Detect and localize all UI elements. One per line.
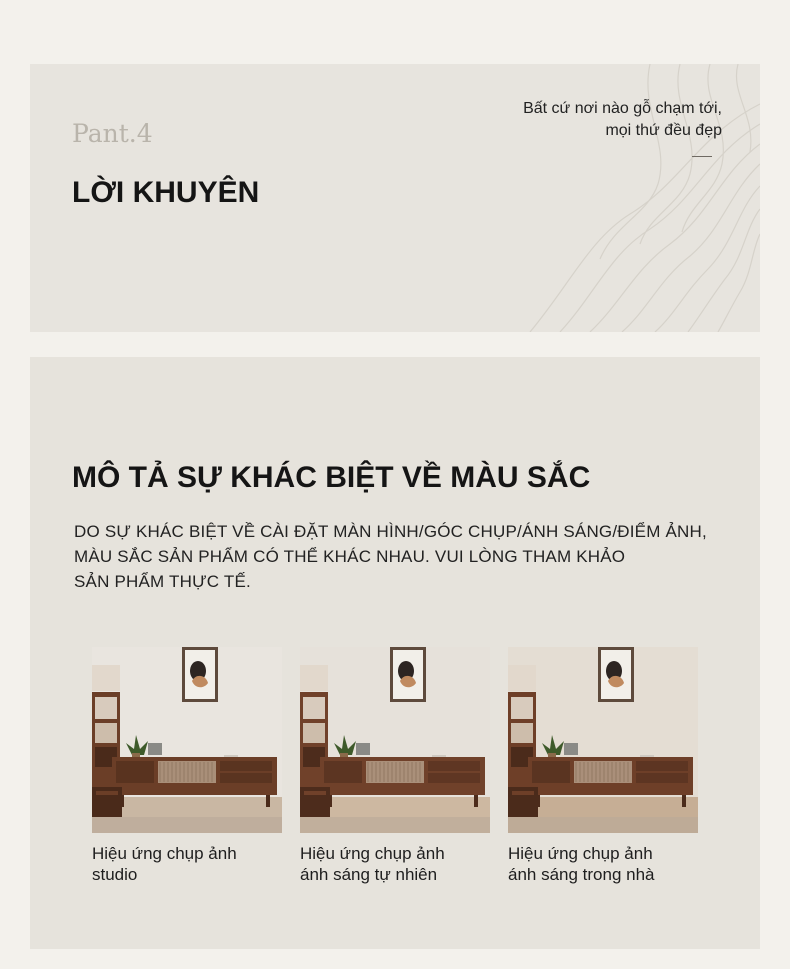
caption-line: Hiệu ứng chụp ảnh xyxy=(300,844,445,863)
caption-line: ánh sáng trong nhà xyxy=(508,865,655,884)
photo-caption xyxy=(300,843,490,885)
description-line: MÀU SẮC SẢN PHẨM CÓ THỂ KHÁC NHAU. VUI LÒNG THAM KHẢO xyxy=(74,547,626,566)
tagline xyxy=(402,98,722,142)
tagline-line: Bất cứ nơi nào gỗ chạm tới, xyxy=(523,100,722,117)
color-difference-description xyxy=(74,519,754,594)
description-line: SẢN PHẨM THỰC TẾ. xyxy=(74,572,251,591)
tagline-divider xyxy=(692,156,712,157)
photo-caption xyxy=(92,843,282,885)
caption-line: studio xyxy=(92,865,138,884)
tv-cabinet-photo xyxy=(92,647,282,833)
color-difference-panel xyxy=(30,357,760,949)
tv-cabinet-photo xyxy=(508,647,698,833)
tagline-line: mọi thứ đều đẹp xyxy=(605,122,722,139)
photo-card-natural-light xyxy=(300,647,490,885)
photo-card-studio xyxy=(92,647,282,885)
header-panel xyxy=(30,64,760,332)
wall-frame xyxy=(182,647,218,702)
caption-line: Hiệu ứng chụp ảnh xyxy=(92,844,237,863)
photo-card-indoor-light xyxy=(508,647,698,885)
section-title: LỜI KHUYÊN xyxy=(72,176,260,209)
description-line: DO SỰ KHÁC BIỆT VỀ CÀI ĐẶT MÀN HÌNH/GÓC CHỤP/ÁNH SÁNG/ĐIỂM ẢNH, xyxy=(74,522,707,541)
part-label: Pant.4 xyxy=(72,119,153,148)
caption-line: Hiệu ứng chụp ảnh xyxy=(508,844,653,863)
photo-caption xyxy=(508,843,698,885)
tv-cabinet-photo xyxy=(300,647,490,833)
wall-frame xyxy=(598,647,634,702)
wall-frame xyxy=(390,647,426,702)
caption-line: ánh sáng tự nhiên xyxy=(300,865,438,884)
color-difference-title: MÔ TẢ SỰ KHÁC BIỆT VỀ MÀU SẮC xyxy=(72,461,591,494)
